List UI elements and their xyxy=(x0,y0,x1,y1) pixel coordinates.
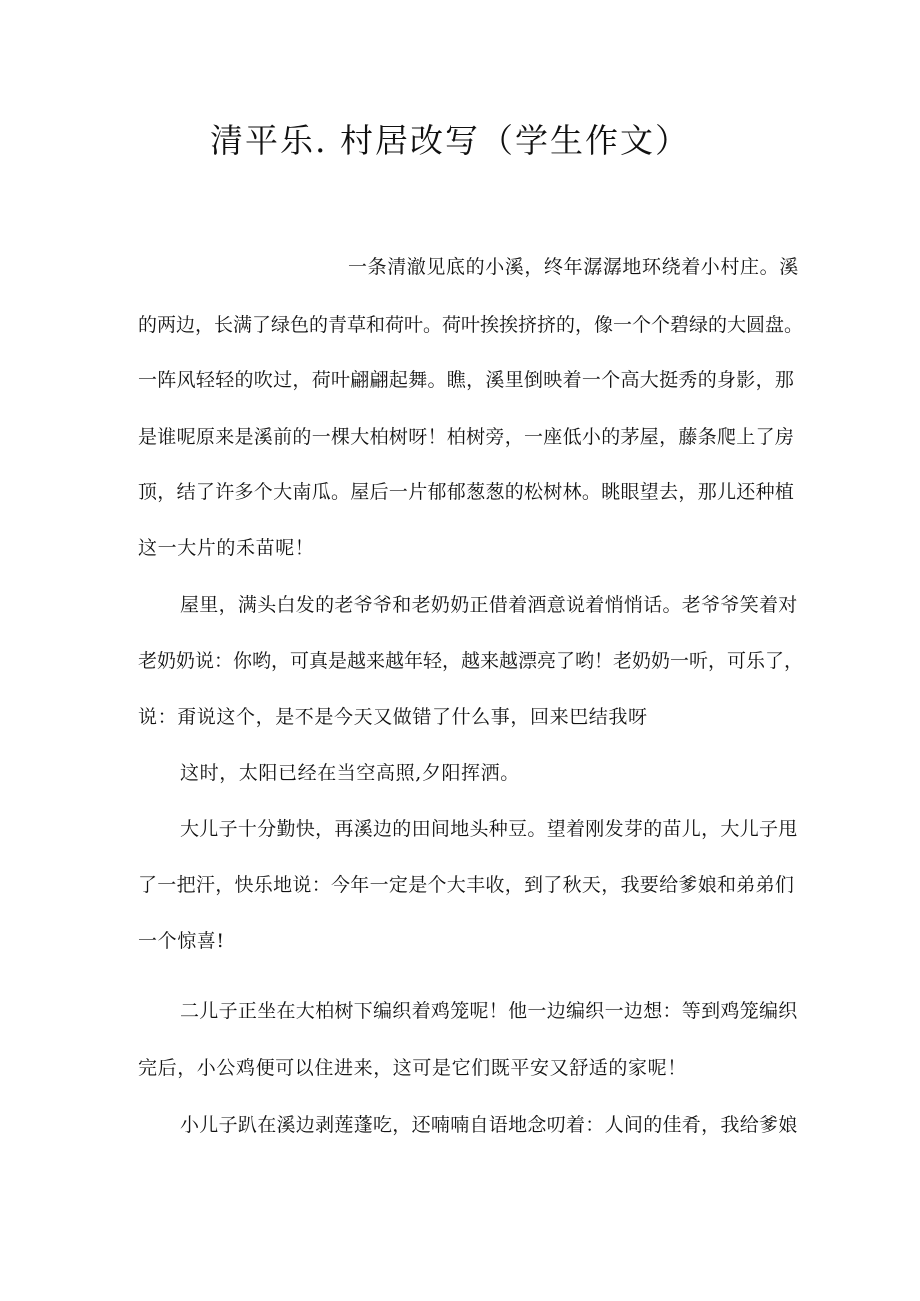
paragraph-line: 了一把汗，快乐地说：今年一定是个大丰收，到了秋天，我要给爹娘和弟弟们 xyxy=(138,874,795,896)
paragraph-line: 这一大片的禾苗呢！ xyxy=(138,537,315,559)
paragraph-line: 屋里，满头白发的老爷爷和老奶奶正借着酒意说着悄悄话。老爷爷笑着对 xyxy=(180,594,798,616)
paragraph-line: 一条清澈见底的小溪，终年潺潺地环绕着小村庄。溪 xyxy=(348,256,799,278)
paragraph-line: 顶，结了许多个大南瓜。屋后一片郁郁葱葱的松树林。眺眼望去，那儿还种植 xyxy=(138,481,795,503)
paragraph-line: 是谁呢原来是溪前的一棵大柏树呀！柏树旁，一座低小的茅屋，藤条爬上了房 xyxy=(138,426,795,448)
paragraph-line: 这时，太阳已经在当空高照,夕阳挥洒。 xyxy=(180,762,520,784)
paragraph-line: 老奶奶说：你哟，可真是越来越年轻，越来越漂亮了哟！老奶奶一听，可乐了， xyxy=(138,650,804,672)
paragraph-line: 说：甭说这个，是不是今天又做错了什么事，回来巴结我呀 xyxy=(138,706,648,728)
paragraph-line: 完后，小公鸡便可以住进来，这可是它们既平安又舒适的家呢！ xyxy=(138,1057,687,1079)
paragraph-line: 的两边，长满了绿色的青草和荷叶。荷叶挨挨挤挤的，像一个个碧绿的大圆盘。 xyxy=(138,314,804,336)
paragraph-line: 小儿子趴在溪边剥莲蓬吃，还喃喃自语地念叨着：人间的佳肴，我给爹娘 xyxy=(180,1114,798,1136)
paragraph-line: 一阵风轻轻的吹过，荷叶翩翩起舞。瞧，溪里倒映着一个高大挺秀的身影，那 xyxy=(138,369,795,391)
paragraph-line: 二儿子正坐在大柏树下编织着鸡笼呢！他一边编织一边想：等到鸡笼编织 xyxy=(180,1000,798,1022)
paragraph-line: 一个惊喜! xyxy=(138,930,225,952)
document-title: 清平乐. 村居改写（学生作文） xyxy=(210,121,690,160)
paragraph-line: 大儿子十分勤快，再溪边的田间地头种豆。望着刚发芽的苗儿，大儿子甩 xyxy=(180,818,798,840)
